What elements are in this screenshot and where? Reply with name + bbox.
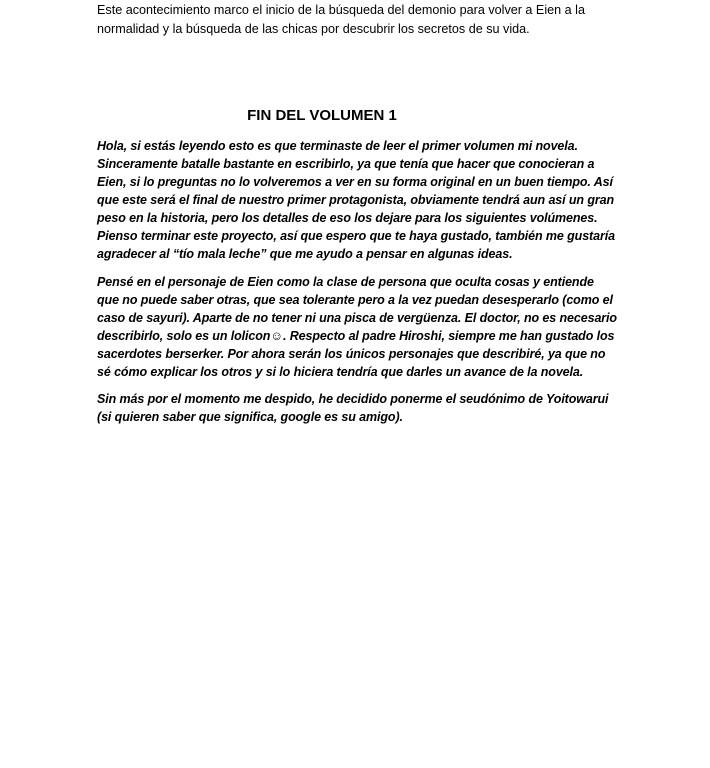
intro-paragraph: Este acontecimiento marco el inicio de la búsqueda del demonio para volver a Eien a la normalidad y la búsqueda de las chicas por descubrir los secretos de su vida. [97, 3, 585, 36]
afterword-paragraph-3: Sin más por el momento me despido, he decidido ponerme el seudónimo de Yoitowarui (si quieren saber que significa, google es su amigo). [97, 392, 609, 424]
chapter-end-heading: FIN DEL VOLUMEN 1 [247, 107, 397, 124]
afterword-paragraph-2: Pensé en el personaje de Eien como la clase de persona que oculta cosas y entiende que no puede saber otras, que sea tolerante pero a la vez puedan desesperarlo (como el caso de sayuri). Aparte de no tener ni una pisca de vergüenza. El doctor, no es necesario describirlo, solo es un lolicon☺. Respecto al padre Hiroshi, siempre me han gustado los sacerdotes berserker. Por ahora serán los únicos personajes que describiré, ya que no sé cómo explicar los otros y si lo hiciera tendría que darles un avance de la novela. [97, 275, 617, 379]
afterword-paragraph-1: Hola, si estás leyendo esto es que terminaste de leer el primer volumen mi novela. Sinceramente batalle bastante en escribirlo, ya que tenía que hacer que conocieran a Eien, si lo preguntas no lo volveremos a ver en su forma original en un buen tiempo. Así que este será el final de nuestro primer protagonista, obviamente tendrá aun así un gran peso en la historia, pero los detalles de eso los dejare para los siguientes volúmenes. Pienso terminar este proyecto, así que espero que te haya gustado, también me gustaría agradecer al “tío mala leche” que me ayudo a pensar en algunas ideas. [97, 139, 615, 261]
